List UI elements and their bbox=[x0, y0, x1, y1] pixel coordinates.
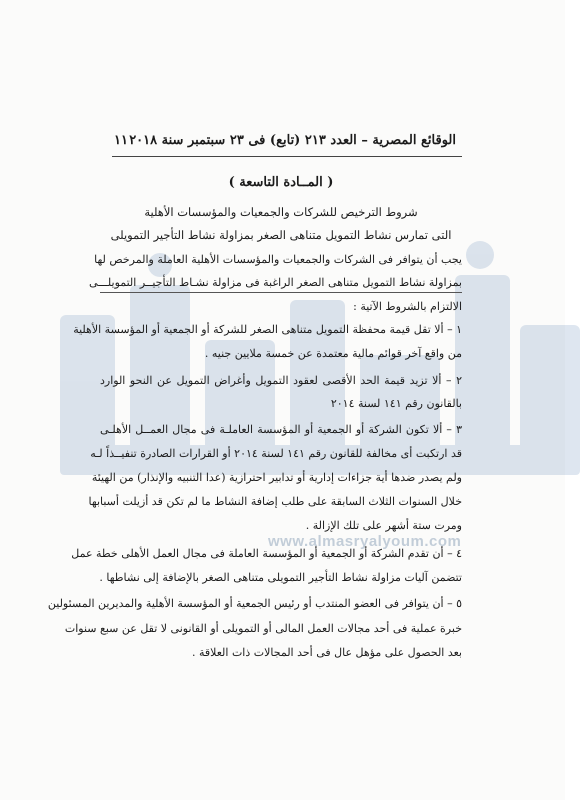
page-number: ١١ bbox=[114, 133, 128, 148]
watermark-url: www.almasryalyoum.com bbox=[268, 533, 462, 550]
gazette-title: الوقائع المصرية – العدد ٢١٣ (تابع) فى ٢٣ سبتمبر سنة ٢٠١٨ bbox=[129, 133, 456, 148]
body-line: خلال السنوات الثلاث السابقة على طلب إضافة النشاط ما لم تكن قد أزيلت أسبابها bbox=[88, 495, 462, 508]
body-line: ١ – ألا تقل قيمة محفظة التمويل متناهى الصغر للشركة أو الجمعية أو المؤسسة الأهلية bbox=[73, 323, 462, 336]
body-line: قد ارتكبت أى مخالفة للقانون رقم ١٤١ لسنة ٢٠١٤ أو القرارات الصادرة تنفيــذاً لـه bbox=[90, 447, 462, 460]
body-line: ٣ – ألا تكون الشركة أو الجمعية أو المؤسسة العاملـة فى مجال العمــل الأهلـى bbox=[100, 423, 462, 436]
body-line: من واقع آخر قوائم مالية معتمدة عن خمسة ملايين جنيه . bbox=[204, 347, 462, 360]
heading-line-2: التى تمارس نشاط التمويل متناهى الصغر بمزاولة نشاط التأجير التمويلى bbox=[110, 228, 452, 242]
body-line: ٢ – ألا تزيد قيمة الحد الأقصى لعقود التمويل وأغراض التمويل عن النحو الوارد bbox=[100, 374, 462, 387]
body-line: ومرت ستة أشهر على تلك الإزالة . bbox=[305, 519, 462, 532]
header-divider bbox=[112, 156, 462, 157]
page-header bbox=[112, 131, 462, 153]
body-line: بعد الحصول على مؤهل عال فى أحد المجالات ذات العلاقة . bbox=[192, 646, 462, 659]
body-line: تتضمن آليات مزاولة نشاط التأجير التمويلى متناهى الصغر بالإضافة إلى نشاطها . bbox=[99, 571, 462, 584]
body-line: بمزاولة نشاط التمويل متناهى الصغر الراغبة فى مزاولة نشـاط التأجيــر التمويلـــى bbox=[100, 274, 462, 293]
body-line: ولم يصدر ضدها أية جزاءات إدارية أو تدابير احترازية (عدا التنبيه والإنذار) من الهيئة bbox=[91, 471, 462, 484]
body-line: خبرة عملية فى أحد مجالات العمل المالى أو التمويلى أو القانونى لا تقل عن سبع سنوات bbox=[64, 622, 462, 635]
heading-line-1: شروط الترخيص للشركات والجمعيات والمؤسسات الأهلية bbox=[144, 205, 418, 219]
body-line: بالقانون رقم ١٤١ لسنة ٢٠١٤ bbox=[330, 397, 462, 410]
body-line: الالتزام بالشروط الآتية : bbox=[353, 300, 462, 313]
body-line: ٤ – أن تقدم الشركة أو الجمعية أو المؤسسة العاملة فى مجال العمل الأهلى خطة عمل bbox=[71, 547, 462, 560]
body-line: يجب أن يتوافر فى الشركات والجمعيات والمؤسسات الأهلية العاملة والمرخص لها bbox=[94, 253, 462, 266]
article-title: ( المــادة التاسعة ) bbox=[228, 175, 334, 190]
body-line: ٥ – أن يتوافر فى العضو المنتدب أو رئيس الجمعية أو المؤسسة الأهلية والمديرين المسئولين bbox=[47, 597, 462, 610]
